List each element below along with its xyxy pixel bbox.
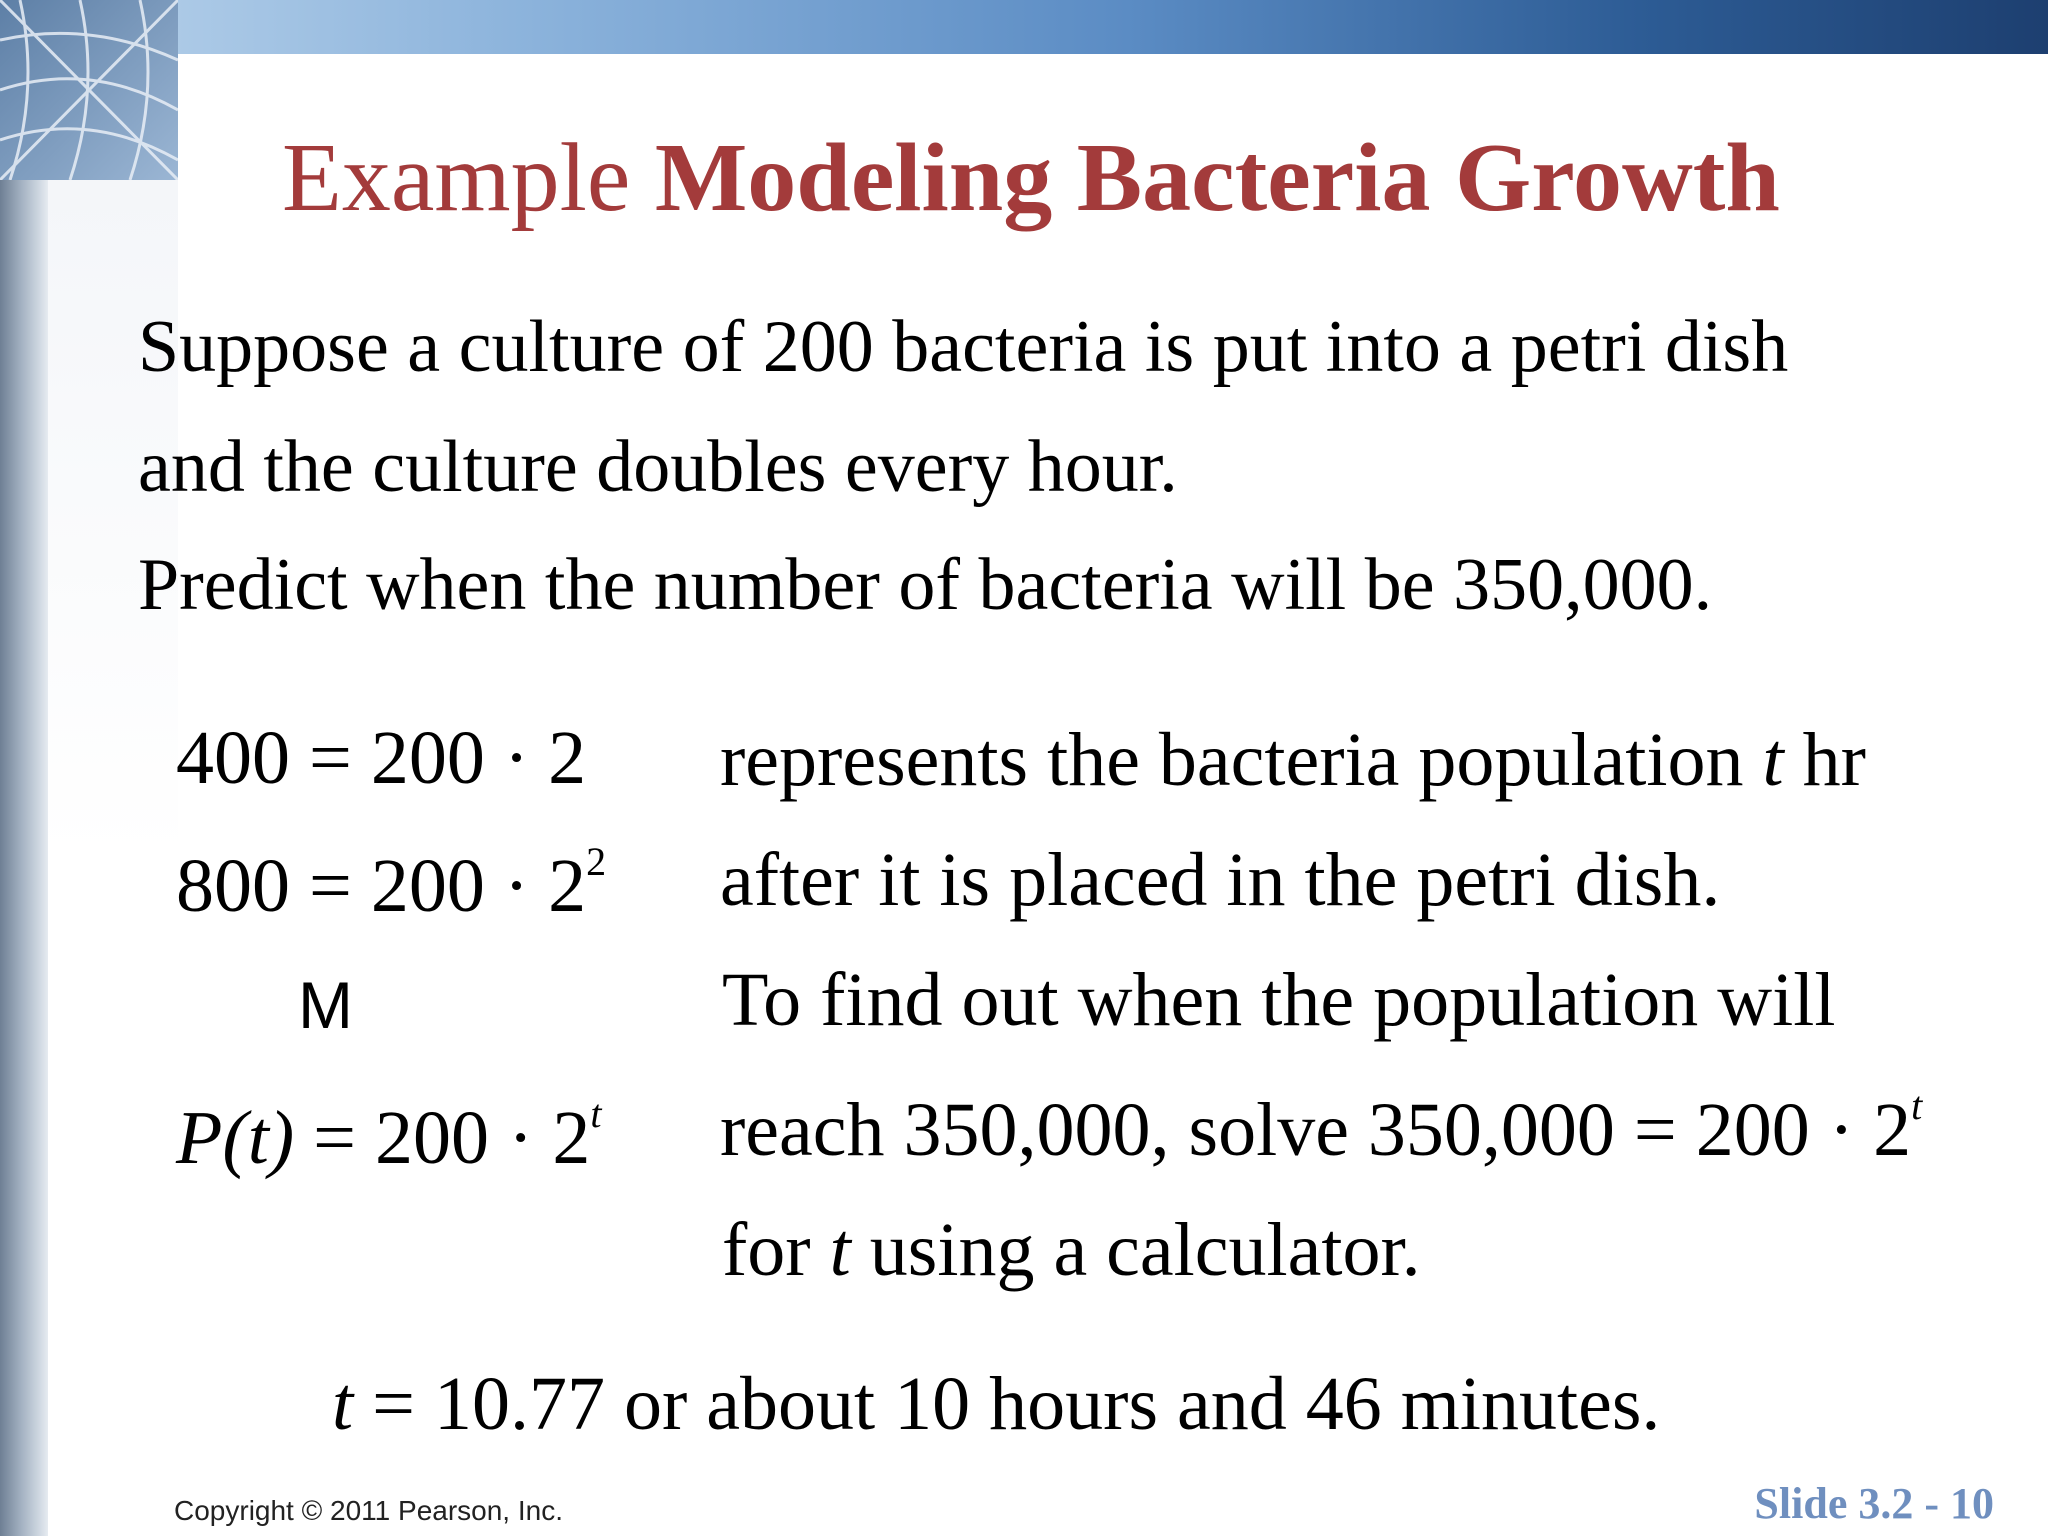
explanation-1-var: t [1762, 718, 1784, 802]
vertical-ellipsis: M [298, 968, 353, 1042]
intro-line-2: and the culture doubles every hour. [138, 426, 1178, 508]
explanation-5-var: t [829, 1208, 851, 1292]
explanation-1b: hr [1783, 718, 1866, 802]
result-text: = 10.77 or about 10 hours and 46 minutes. [353, 1362, 1661, 1446]
left-side-bar [0, 180, 48, 1536]
intro-line-1: Suppose a culture of 200 bacteria is put into a petri dish [138, 306, 1789, 388]
equation-2-exponent: 2 [586, 839, 607, 884]
corner-graphic [0, 0, 178, 180]
explanation-line-1 [720, 718, 1866, 802]
explanation-line-3: To find out when the population will [722, 958, 1836, 1042]
equation-2 [176, 839, 607, 928]
explanation-5b: using a calculator. [850, 1208, 1421, 1292]
explanation-line-4 [720, 1083, 1923, 1172]
explanation-line-2: after it is placed in the petri dish. [720, 838, 1721, 922]
explanation-4a: reach 350,000, solve 350,000 = 200 · 2 [720, 1088, 1912, 1172]
title-main: Modeling Bacteria Growth [654, 124, 1780, 232]
top-banner [0, 0, 2048, 54]
result-line [332, 1362, 1661, 1446]
slide-number: Slide 3.2 - 10 [1754, 1479, 1994, 1528]
explanation-1a: represents the bacteria population [720, 718, 1763, 802]
function-exponent: t [590, 1091, 602, 1136]
explanation-4-exponent: t [1911, 1083, 1923, 1128]
result-var: t [332, 1362, 354, 1446]
population-function [176, 1091, 602, 1180]
explanation-line-5 [722, 1208, 1421, 1292]
copyright-text: Copyright © 2011 Pearson, Inc. [174, 1495, 563, 1526]
intro-line-3: Predict when the number of bacteria will be 350,000. [138, 544, 1713, 626]
title-prefix: Example [282, 124, 631, 232]
equation-1: 400 = 200 · 2 [176, 716, 587, 800]
slide-title [282, 125, 1780, 233]
equation-2-base: 800 = 200 · 2 [176, 844, 587, 928]
explanation-5a: for [722, 1208, 830, 1292]
function-name: P(t) [176, 1096, 295, 1180]
function-rhs: = 200 · 2 [294, 1096, 591, 1180]
